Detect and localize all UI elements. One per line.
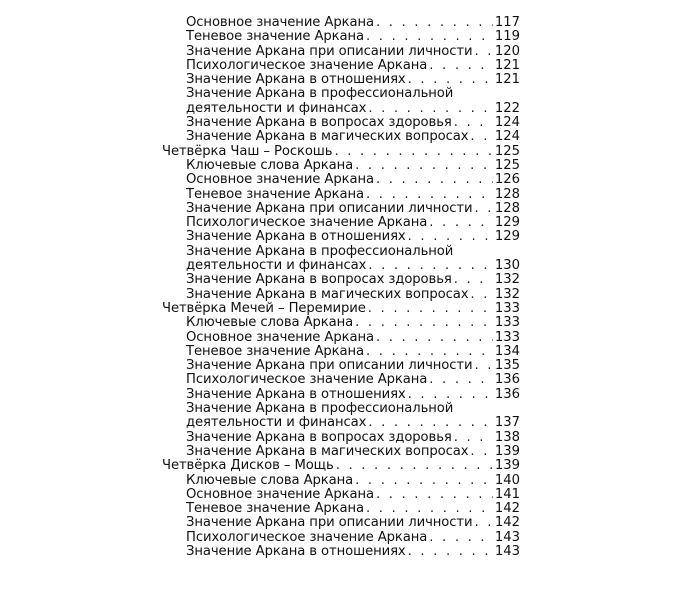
dot-leader (408, 73, 493, 87)
toc-entry-label: Значение Аркана при описании личности (186, 43, 473, 59)
toc-entry-label: Теневое значение Аркана (186, 501, 365, 517)
toc-entry-label-line1: Значение Аркана в профессиональной (186, 86, 454, 102)
toc-subentry (162, 216, 520, 230)
dot-leader (408, 545, 493, 559)
toc-entry-label: деятельности и финансах (186, 415, 367, 431)
dot-leader (429, 531, 493, 545)
toc-page-number: 133 (494, 329, 520, 345)
table-of-contents (162, 16, 520, 559)
toc-entry-label: Значение Аркана при описании личности (186, 200, 473, 216)
dot-leader (376, 16, 493, 30)
toc-subentry (162, 259, 520, 273)
toc-subentry (162, 230, 520, 244)
toc-page-number: 143 (494, 543, 520, 559)
toc-subentry (162, 288, 520, 302)
dot-leader (336, 459, 493, 473)
toc-page-number: 125 (494, 157, 520, 173)
dot-leader (454, 116, 493, 130)
toc-entry-label: Значение Аркана в вопросах здоровья (186, 429, 452, 445)
dot-leader (376, 173, 493, 187)
dot-leader (366, 502, 493, 516)
toc-entry-label: Психологическое значение Аркана (186, 529, 428, 545)
toc-page-number: 122 (494, 100, 520, 116)
toc-entry-label: деятельности и финансах (186, 100, 367, 116)
dot-leader (470, 288, 492, 302)
toc-page-number: 128 (494, 186, 520, 202)
toc-entry-label: Основное значение Аркана (186, 329, 374, 345)
toc-subentry (162, 30, 520, 44)
toc-entry-label: Основное значение Аркана (186, 15, 374, 30)
toc-entry-label: Значение Аркана в отношениях (186, 229, 406, 245)
toc-subentry (162, 273, 520, 287)
toc-entry-label: Значение Аркана в магических вопросах (186, 286, 469, 302)
toc-entry-label: Четвёрка Мечей – Перемирие (162, 300, 366, 316)
toc-entry-label-line1: Значение Аркана в профессиональной (186, 401, 454, 417)
dot-leader (355, 474, 493, 488)
toc-page-number: 132 (494, 272, 520, 288)
dot-leader (366, 345, 493, 359)
toc-subentry (162, 373, 520, 387)
toc-entry-label: Ключевые слова Аркана (186, 472, 354, 488)
toc-page-number: 121 (494, 72, 520, 88)
toc-page-number: 129 (494, 215, 520, 231)
toc-entry-label: Ключевые слова Аркана (186, 157, 354, 173)
toc-subentry (162, 102, 520, 116)
toc-entry-label: Значение Аркана в отношениях (186, 543, 406, 559)
toc-section-entry (162, 302, 520, 316)
toc-page-number: 121 (494, 57, 520, 73)
toc-entry-label: Четвёрка Чаш – Роскошь (162, 143, 333, 159)
toc-subentry (162, 474, 520, 488)
toc-subentry (162, 16, 520, 30)
toc-page-number: 133 (494, 300, 520, 316)
toc-entry-label: Психологическое значение Аркана (186, 215, 428, 231)
toc-entry-label: Значение Аркана при описании личности (186, 358, 473, 374)
dot-leader (368, 416, 493, 430)
toc-page-number: 117 (494, 15, 520, 30)
toc-subentry (162, 331, 520, 345)
toc-subentry (162, 316, 520, 330)
toc-subentry (162, 116, 520, 130)
toc-page-number: 137 (494, 415, 520, 431)
toc-page-number: 133 (494, 315, 520, 331)
toc-entry-label: Основное значение Аркана (186, 486, 374, 502)
dot-leader (376, 488, 493, 502)
dot-leader (474, 359, 492, 373)
dot-leader (376, 331, 493, 345)
toc-subentry (162, 488, 520, 502)
toc-page-number: 142 (494, 515, 520, 531)
toc-page-number: 128 (494, 200, 520, 216)
toc-entry-label: деятельности и финансах (186, 258, 367, 274)
toc-entry-label: Теневое значение Аркана (186, 29, 365, 45)
toc-subentry (162, 416, 520, 430)
toc-subentry (162, 359, 520, 373)
toc-subentry (162, 45, 520, 59)
toc-page-number: 134 (494, 343, 520, 359)
toc-subentry (162, 388, 520, 402)
toc-subentry (162, 73, 520, 87)
toc-entry-label: Значение Аркана в магических вопросах (186, 129, 469, 145)
toc-entry-label: Значение Аркана в вопросах здоровья (186, 115, 452, 131)
dot-leader (429, 373, 493, 387)
toc-page-number: 141 (494, 486, 520, 502)
dot-leader (368, 302, 493, 316)
toc-page-number: 120 (494, 43, 520, 59)
toc-subentry (162, 431, 520, 445)
toc-page-number: 125 (494, 143, 520, 159)
toc-subentry (162, 202, 520, 216)
dot-leader (474, 516, 492, 530)
toc-entry-label: Психологическое значение Аркана (186, 57, 428, 73)
dot-leader (470, 130, 492, 144)
toc-page-number: 129 (494, 229, 520, 245)
toc-entry-label: Основное значение Аркана (186, 172, 374, 188)
toc-subentry (162, 545, 520, 559)
toc-subentry (162, 159, 520, 173)
toc-page-number: 143 (494, 529, 520, 545)
dot-leader (408, 230, 493, 244)
dot-leader (355, 159, 493, 173)
dot-leader (408, 388, 493, 402)
dot-leader (454, 273, 493, 287)
dot-leader (355, 316, 493, 330)
dot-leader (366, 188, 493, 202)
toc-subentry (162, 502, 520, 516)
toc-section-entry (162, 145, 520, 159)
toc-page-number: 140 (494, 472, 520, 488)
toc-page-number: 139 (494, 443, 520, 459)
toc-entry-label: Теневое значение Аркана (186, 343, 365, 359)
toc-page-number: 135 (494, 358, 520, 374)
dot-leader (474, 45, 492, 59)
toc-entry-label-line1: Значение Аркана в профессиональной (186, 243, 454, 259)
dot-leader (429, 59, 493, 73)
toc-page-number: 136 (494, 386, 520, 402)
dot-leader (368, 102, 493, 116)
dot-leader (366, 30, 493, 44)
toc-subentry (162, 59, 520, 73)
toc-subentry (162, 516, 520, 530)
toc-page-number: 124 (494, 115, 520, 131)
toc-entry-label: Ключевые слова Аркана (186, 315, 354, 331)
toc-page-number: 124 (494, 129, 520, 145)
toc-entry-label: Значение Аркана в отношениях (186, 72, 406, 88)
toc-subentry (162, 531, 520, 545)
dot-leader (429, 216, 493, 230)
toc-page-number: 142 (494, 501, 520, 517)
toc-subentry (162, 188, 520, 202)
toc-entry-label: Значение Аркана в вопросах здоровья (186, 272, 452, 288)
toc-page-number: 130 (494, 258, 520, 274)
dot-leader (334, 145, 492, 159)
toc-entry-label: Психологическое значение Аркана (186, 372, 428, 388)
toc-subentry (162, 173, 520, 187)
toc-entry-label: Значение Аркана в отношениях (186, 386, 406, 402)
toc-entry-label: Четвёрка Дисков – Мощь (162, 458, 334, 474)
toc-entry-label: Теневое значение Аркана (186, 186, 365, 202)
toc-page-number: 119 (494, 29, 520, 45)
toc-entry-label: Значение Аркана при описании личности (186, 515, 473, 531)
dot-leader (454, 431, 493, 445)
toc-subentry (162, 130, 520, 144)
toc-page-number: 138 (494, 429, 520, 445)
toc-page-number: 139 (494, 458, 520, 474)
dot-leader (474, 202, 492, 216)
toc-section-entry (162, 459, 520, 473)
toc-entry-label: Значение Аркана в магических вопросах (186, 443, 469, 459)
toc-page-number: 126 (494, 172, 520, 188)
toc-subentry (162, 345, 520, 359)
dot-leader (368, 259, 493, 273)
toc-page-number: 132 (494, 286, 520, 302)
dot-leader (470, 445, 492, 459)
toc-page-number: 136 (494, 372, 520, 388)
